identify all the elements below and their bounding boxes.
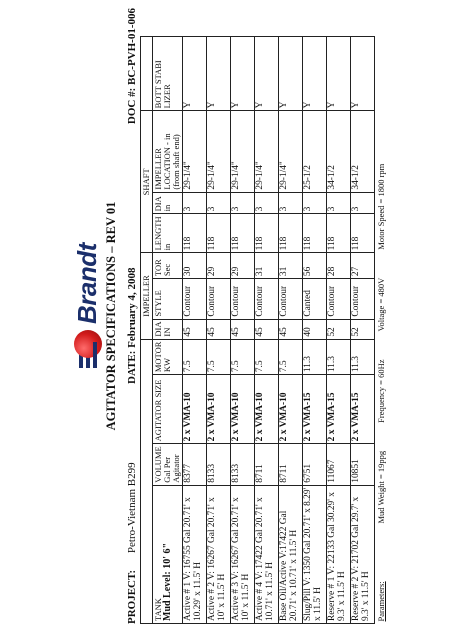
table-row xyxy=(350,37,374,624)
agitator-size-cell: 2 x VMA-10 xyxy=(182,375,206,444)
impeller-dia-cell: 52 xyxy=(326,319,350,339)
volume-header: VOLUME Gal Per Agitator xyxy=(152,444,182,485)
motor-kw-cell: 11.3 xyxy=(326,339,350,375)
style-cell: Contour xyxy=(278,279,302,320)
impeller-dia-cell: 45 xyxy=(278,319,302,339)
impeller-location-cell: 29-1/4" xyxy=(230,111,254,192)
tank-header-label: TANK xyxy=(152,598,163,621)
impeller-location-cell: 29-1/4" xyxy=(206,111,230,192)
logo-wordmark: Brandt xyxy=(72,243,102,324)
impeller-dia-cell: 45 xyxy=(206,319,230,339)
style-cell: Contour xyxy=(182,279,206,320)
tor-sec-cell: 30 xyxy=(182,253,206,279)
agitator-size-cell: 2 x VMA-10 xyxy=(278,375,302,444)
impeller-group-header: IMPELLER xyxy=(141,253,153,339)
shaft-dia-cell: 3 xyxy=(302,192,326,214)
motor-kw-header: MOTOR KW xyxy=(152,339,182,375)
tank-cell: Active # 3 V: 16267 Gal 20.71' x 10' x 11.5' H xyxy=(230,485,254,623)
impeller-dia-header: DIA IN xyxy=(152,319,182,339)
motor-kw-cell: 7.5 xyxy=(206,339,230,375)
style-cell: Contour xyxy=(206,279,230,320)
shaft-dia-cell: 3 xyxy=(254,192,278,214)
motor-kw-cell: 7.5 xyxy=(278,339,302,375)
table-row xyxy=(254,37,278,624)
shaft-dia-cell: 3 xyxy=(326,192,350,214)
bott-stabilizer-cell: Y xyxy=(206,37,230,111)
impeller-location-cell: 25-1/2 xyxy=(302,111,326,192)
date-label: DATE: xyxy=(126,350,138,384)
shaft-length-cell: 118 xyxy=(206,214,230,253)
agitator-size-cell: 2 x VMA-10 xyxy=(254,375,278,444)
brandt-logo xyxy=(72,243,103,368)
tank-cell: Reserve # 2 V: 21702 Gal 29.7' x 9.3' x 11.5' H xyxy=(350,485,374,623)
bott-stabilizer-header: BOTT STABI LIZER xyxy=(152,37,182,111)
date-value: February 4, 2008 xyxy=(126,267,138,348)
motor-kw-cell: 7.5 xyxy=(254,339,278,375)
document-title: AGITATOR SPECIFICATIONS – REV 01 xyxy=(104,201,118,431)
shaft-dia-header: DIA in xyxy=(152,192,182,214)
doc-label: DOC #: xyxy=(126,87,138,125)
table-body xyxy=(182,37,374,624)
impeller-dia-cell: 52 xyxy=(350,319,374,339)
table-row xyxy=(182,37,206,624)
volume-cell: 10851 xyxy=(350,444,374,485)
agitator-size-header: AGITATOR SIZE xyxy=(152,375,182,444)
tank-cell: Reserve # 1 V: 22133 Gal 30.29' x 9.3' x 11.5' H xyxy=(326,485,350,623)
volume-cell: 8711 xyxy=(254,444,278,485)
impeller-dia-cell: 45 xyxy=(254,319,278,339)
volume-cell: 11067 xyxy=(326,444,350,485)
tor-sec-cell: 27 xyxy=(350,253,374,279)
agitator-size-cell: 2 x VMA-15 xyxy=(326,375,350,444)
impeller-location-header: IMPELLER LOCATION - in (from shaft end) xyxy=(152,111,182,192)
volume-cell: 8377 xyxy=(182,444,206,485)
shaft-length-cell: 118 xyxy=(278,214,302,253)
bott-stabilizer-cell: Y xyxy=(182,37,206,111)
motor-kw-cell: 7.5 xyxy=(230,339,254,375)
impeller-location-cell: 29-1/4" xyxy=(182,111,206,192)
volume-cell: 8711 xyxy=(278,444,302,485)
agitator-size-cell: 2 x VMA-15 xyxy=(302,375,326,444)
project-field xyxy=(126,384,138,624)
shaft-dia-cell: 3 xyxy=(278,192,302,214)
shaft-length-cell: 118 xyxy=(230,214,254,253)
bott-stabilizer-cell: Y xyxy=(278,37,302,111)
impeller-location-cell: 29-1/4" xyxy=(278,111,302,192)
nov-logo-icon xyxy=(74,328,102,368)
volume-cell: 6751 xyxy=(302,444,326,485)
impeller-dia-cell: 40 xyxy=(302,319,326,339)
shaft-group-header: SHAFT xyxy=(141,111,153,253)
shaft-length-cell: 118 xyxy=(182,214,206,253)
shaft-length-cell: 118 xyxy=(302,214,326,253)
impeller-dia-cell: 45 xyxy=(182,319,206,339)
agitator-size-cell: 2 x VMA-15 xyxy=(350,375,374,444)
tor-sec-cell: 31 xyxy=(278,253,302,279)
tor-sec-header: TOR Sec xyxy=(152,253,182,279)
date-field xyxy=(126,174,138,384)
tor-sec-cell: 29 xyxy=(206,253,230,279)
project-label: PROJECT: xyxy=(126,569,138,624)
table-row xyxy=(278,37,302,624)
motor-speed-param: Motor Speed = 1800 rpm xyxy=(375,163,386,250)
parameters-row xyxy=(374,37,386,624)
shaft-dia-cell: 3 xyxy=(206,192,230,214)
agitator-size-cell: 2 x VMA-10 xyxy=(206,375,230,444)
bott-stabilizer-cell: Y xyxy=(254,37,278,111)
volume-cell: 8133 xyxy=(206,444,230,485)
tank-cell: Active # 2 V: 16267 Gal 20.71' x 10' x 11.5' H xyxy=(206,485,230,623)
bott-stabilizer-cell: Y xyxy=(302,37,326,111)
doc-value: BC-PVH-01-006 xyxy=(126,8,138,85)
motor-kw-cell: 11.3 xyxy=(350,339,374,375)
shaft-length-cell: 118 xyxy=(326,214,350,253)
style-header: STYLE xyxy=(152,279,182,320)
impeller-location-cell: 34-1/2 xyxy=(326,111,350,192)
frequency-param: Frequency = 60Hz xyxy=(375,359,386,423)
style-cell: Contour xyxy=(230,279,254,320)
shaft-dia-cell: 3 xyxy=(182,192,206,214)
column-header-row xyxy=(152,37,182,624)
motor-kw-cell: 7.5 xyxy=(182,339,206,375)
tor-sec-cell: 29 xyxy=(230,253,254,279)
shaft-length-cell: 118 xyxy=(350,214,374,253)
bott-stabilizer-cell: Y xyxy=(350,37,374,111)
shaft-dia-cell: 3 xyxy=(230,192,254,214)
shaft-length-header: LENGTH in xyxy=(152,214,182,253)
motor-kw-cell: 11.3 xyxy=(302,339,326,375)
bott-stabilizer-cell: Y xyxy=(230,37,254,111)
tank-cell: Active # 1 V: 16755 Gal 20.71' x 10.29' x 11.5' H xyxy=(182,485,206,623)
tor-sec-cell: 28 xyxy=(326,253,350,279)
volume-cell: 8133 xyxy=(230,444,254,485)
table-row xyxy=(206,37,230,624)
group-header-row xyxy=(141,37,153,624)
impeller-dia-cell: 45 xyxy=(230,319,254,339)
style-cell: Contour xyxy=(326,279,350,320)
bott-stabilizer-cell: Y xyxy=(326,37,350,111)
impeller-location-cell: 29-1/4" xyxy=(254,111,278,192)
agitator-size-cell: 2 x VMA-10 xyxy=(230,375,254,444)
style-cell: Contour xyxy=(350,279,374,320)
tor-sec-cell: 31 xyxy=(254,253,278,279)
mud-level-header: Mud Level: 10' 6" xyxy=(161,542,173,621)
voltage-param: Voltage = 480V xyxy=(375,277,386,332)
tor-sec-cell: 56 xyxy=(302,253,326,279)
tank-cell: Active # 4 V: 17422 Gal 20.71' x 10.71' x 11.5' H xyxy=(254,485,278,623)
table-row xyxy=(326,37,350,624)
mud-weight-param: Mud Weight = 19ppg xyxy=(375,450,386,524)
shaft-dia-cell: 3 xyxy=(350,192,374,214)
tank-header xyxy=(152,485,182,623)
document-meta xyxy=(126,8,138,624)
doc-number-field xyxy=(126,8,138,174)
style-cell: Contour xyxy=(254,279,278,320)
shaft-length-cell: 118 xyxy=(254,214,278,253)
project-value: Petro-Vietnam B299 xyxy=(126,462,138,554)
tank-cell: Slug/Pill V: 1350 Gal 20.71' x 8.29' x 11.5' H xyxy=(302,485,326,623)
parameters-label: Parameters: xyxy=(375,581,386,622)
impeller-location-cell: 34-1/2 xyxy=(350,111,374,192)
table-row xyxy=(230,37,254,624)
agitator-spec-table xyxy=(140,36,387,624)
style-cell: Canted xyxy=(302,279,326,320)
table-row xyxy=(302,37,326,624)
tank-cell: Base Oil/Active V:17422 Gal 20.71' x 10.71' x 11.5' H xyxy=(278,485,302,623)
